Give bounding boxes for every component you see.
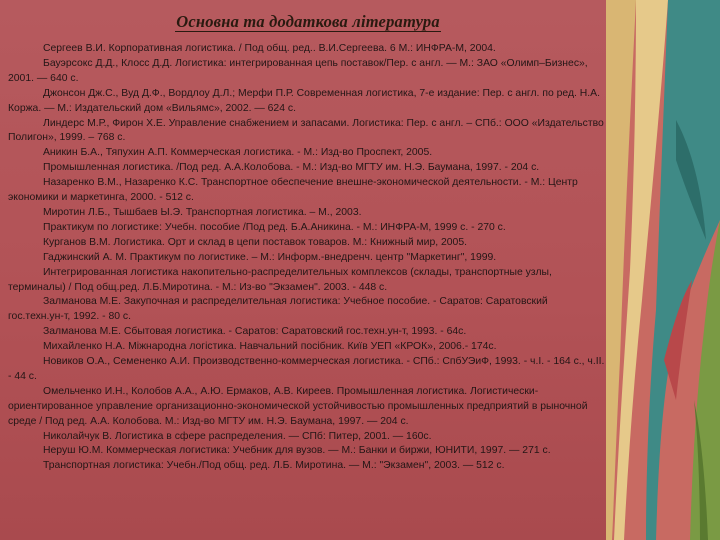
reference-item: Николайчук В. Логистика в сфере распределения. — СПб: Питер, 2001. — 160с. <box>43 430 432 442</box>
reference-item: Интегрированная логистика накопительно-распределительных комплексов (склады, транспортные узлы, терминалы) / Под общ.ред. Л.Б.Миротина. - М.: Из-во "Экзамен". 2003. - 448 с. <box>8 266 552 293</box>
reference-list <box>8 42 606 474</box>
reference-item: Аникин Б.А., Тяпухин А.П. Коммерческая логистика. - М.: Изд-во Проспект, 2005. <box>43 147 433 159</box>
reference-item: Джонсон Дж.С., Вуд Д.Ф., Вордлоу Д.Л.; Мерфи П.Р. Современная логистика, 7-е издание: Пер. с англ. по ред. Н.А. Коржа. — М.: Издательский дом «Вильямс», 2002. — 624 с. <box>8 87 600 114</box>
reference-item: Неруш Ю.М. Коммерческая логистика: Учебник для вузов. — М.: Банки и биржи, ЮНИТИ, 1997. — 271 с. <box>43 445 551 457</box>
page-title-text: Основна та додаткова література <box>176 12 440 31</box>
reference-item: Залманова М.Е. Закупочная и распределительная логистика: Учебное пособие. - Саратов: Саратовский гос.техн.ун-т, 1992. - 80 с. <box>8 296 548 323</box>
reference-item: Новиков О.А., Семененко А.И. Производственно-коммерческая логистика. - СПб.: СпбУЭиФ, 1993. - ч.I. - 164 с., ч.II. - 44 с. <box>8 356 605 382</box>
reference-item: Курганов В.М. Логистика. Орт и склад в цепи поставок товаров. М.: Книжный мир, 2005. <box>43 236 468 248</box>
reference-item: Гаджинский А. М. Практикум по логистике. – М.: Информ.-внедренч. центр "Маркетинг", 1999. <box>43 251 497 263</box>
reference-item: Назаренко В.М., Назаренко К.С. Транспортное обеспечение внешне-экономической деятельности. - М.: Центр экономики и маркетинга, 2000. - 512 с. <box>8 177 578 204</box>
reference-item: Залманова М.Е. Сбытовая логистика. - Саратов: Саратовский гос.техн.ун-т, 1993. - 64с. <box>43 326 467 338</box>
reference-item: Миротин Л.Б., Тышбаев Ы.Э. Транспортная логистика. – М., 2003. <box>43 206 362 218</box>
reference-item: Омельченко И.Н., Колобов А.А., А.Ю. Ермаков, А.В. Киреев. Промышленная логистика. Логистически-ориентированное управление организационно-экономической устойчивостью промышленных предприятий в рыночной среде / Под ред. А.А. Колобова. М.: Изд-во МГТУ им. Н.Э. Баумана, 1997. — 204 с. <box>8 385 588 427</box>
reference-item: Бауэрсокс Д.Д., Клосс Д.Д. Логистика: интегрированная цепь поставок/Пер. с англ. — М.: ЗАО «Олимп–Бизнес», 2001. — 640 с. <box>8 57 588 84</box>
reference-item: Михайленко Н.А. Міжнародна логістика. Навчальний посібник. Київ УЕП «КРОК», 2006.- 174с. <box>43 341 497 353</box>
reference-item: Сергеев В.И. Корпоративная логистика. / Под общ. ред.. В.И.Сергеева. 6 М.: ИНФРА-М, 2004. <box>43 43 496 54</box>
reference-item: Линдерс М.Р., Фирон Х.Е. Управление снабжением и запасами. Логистика: Пер. с англ. – СПб.: ООО «Издательство Полигон», 1999. – 768 с. <box>8 117 604 144</box>
reference-item: Промышленная логистика. /Под ред. А.А.Колобова. - М.: Изд-во МГТУ им. Н.Э. Баумана, 1997. - 204 с. <box>43 162 540 174</box>
page-title <box>0 12 616 32</box>
decorative-side-ornament <box>606 0 720 540</box>
reference-item: Практикум по логистике: Учебн. пособие /Под ред. Б.А.Аникина. - М.: ИНФРА-М, 1999 с. - 270 с. <box>43 221 506 233</box>
reference-item: Транспортная логистика: Учебн./Под общ. ред. Л.Б. Миротина. — М.: "Экзамен", 2003. — 512 с. <box>43 460 505 472</box>
